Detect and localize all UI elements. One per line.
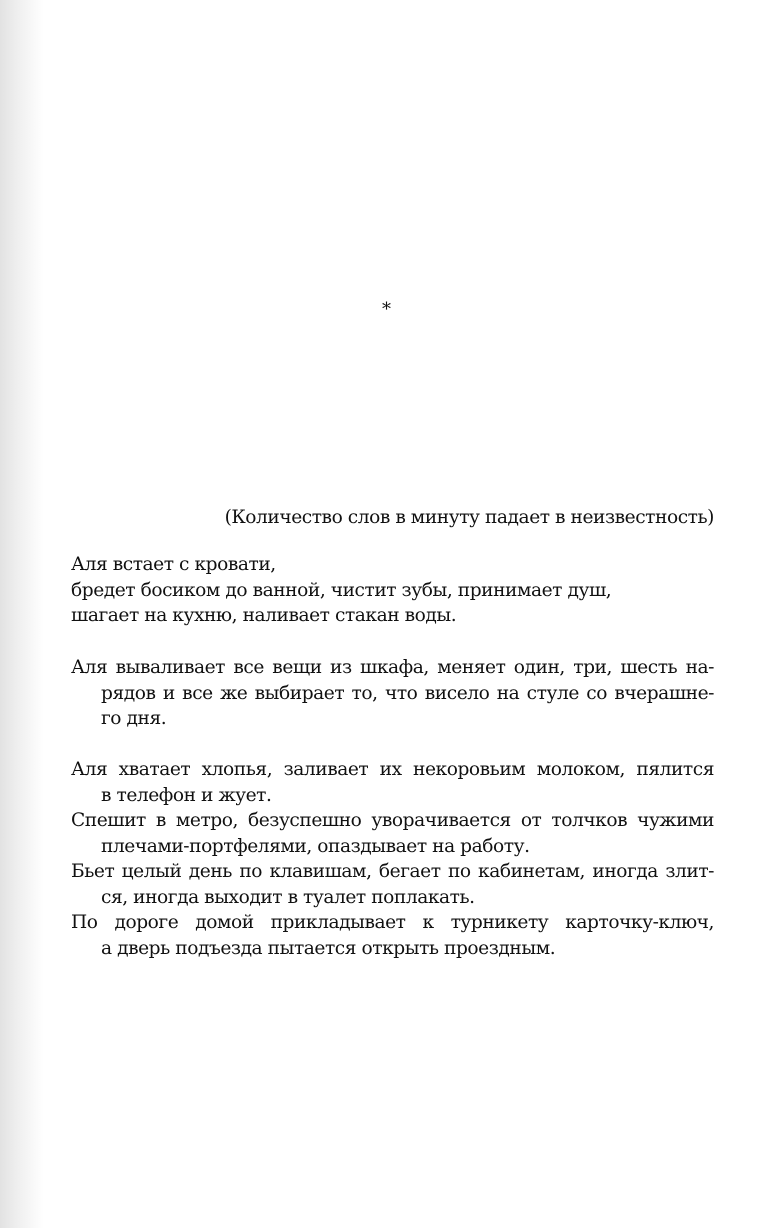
stanza-2 (71, 655, 714, 732)
stanza-3-line-3: Спешит в метро, безуспешно уворачивается от толчков чужими (71, 810, 714, 831)
stanza-1 (71, 552, 714, 629)
stanza-2-line-2: рядов и все же выбирает то, что висело на стуле со вчерашне- (101, 682, 714, 704)
stanza-2-line-3: го дня. (101, 708, 167, 729)
stanza-1-line-2: бредет босиком до ванной, чистит зубы, принимает душ, (71, 579, 612, 601)
stanza-3-line-8: а дверь подъезда пытается открыть проездным. (101, 937, 556, 959)
stanza-3-line-7: По дороге домой прикладывает к турникету карточку-ключ, (71, 912, 714, 933)
stanza-2-line-1: Аля вываливает все вещи из шкафа, меняет один, три, шесть на- (71, 657, 714, 678)
page-edge-shadow (0, 0, 44, 1228)
stanza-3 (71, 757, 714, 961)
epigraph: (Количество слов в минуту падает в неизвестность) (224, 507, 714, 528)
stanza-3-line-6: ся, иногда выходит в туалет поплакать. (101, 886, 475, 908)
stanza-3-line-5: Бьет целый день по клавишам, бегает по кабинетам, иногда злит- (71, 861, 714, 882)
stanza-3-line-4: плечами-портфелями, опаздывает на работу. (101, 835, 530, 857)
stanza-1-line-3: шагает на кухню, наливает стакан воды. (71, 605, 457, 626)
stanza-3-line-2: в телефон и жует. (101, 784, 272, 806)
section-separator: * (382, 299, 391, 320)
stanza-1-line-1: Аля встает с кровати, (71, 554, 276, 575)
stanza-3-line-1: Аля хватает хлопья, заливает их некоровьим молоком, пялится (71, 759, 714, 780)
